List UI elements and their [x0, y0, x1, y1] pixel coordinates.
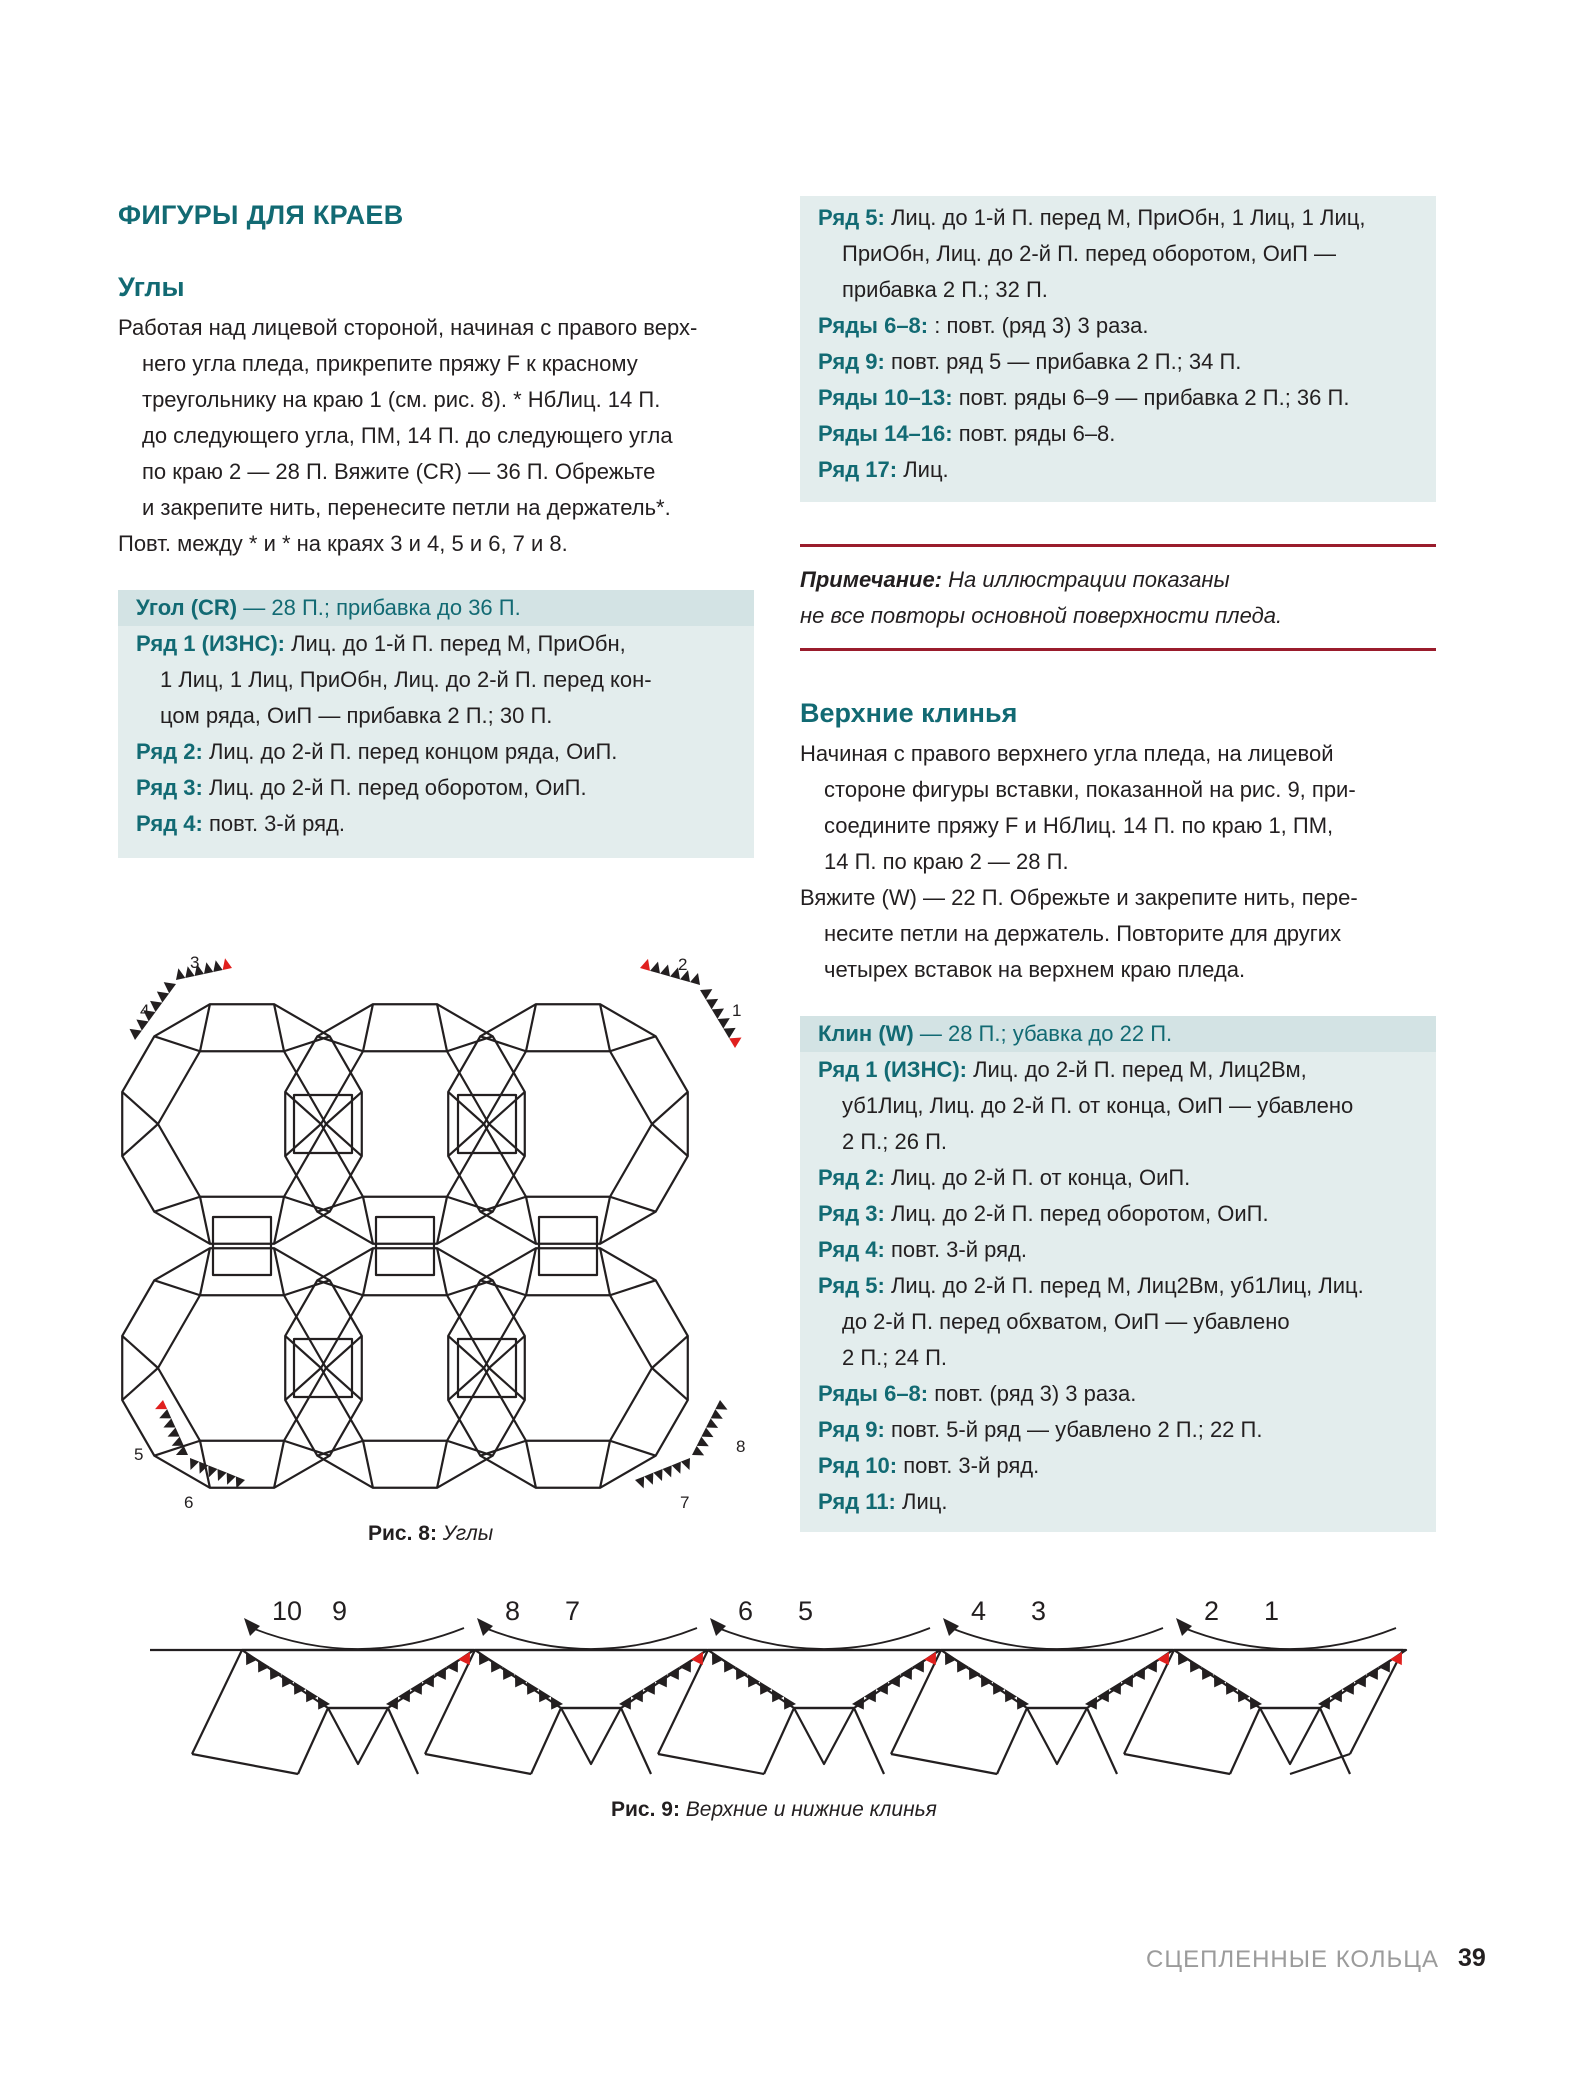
row-text: 1 Лиц, 1 Лиц, ПриОбн, Лиц. до 2-й П. перед кон-	[160, 667, 652, 692]
stitch-marker	[1145, 1659, 1157, 1672]
stitch-marker	[434, 1667, 446, 1680]
band-edge	[854, 1708, 884, 1774]
edge-label: 9	[332, 1596, 348, 1626]
start-marker	[691, 1652, 703, 1665]
stitch-marker	[1178, 1652, 1190, 1665]
edge-label: 10	[272, 1596, 303, 1626]
edge-label: 7	[565, 1596, 581, 1626]
direction-arc	[1184, 1628, 1396, 1649]
row-text: повт. (ряд 3) 3 раза.	[928, 1381, 1137, 1406]
stitch-marker	[282, 1674, 294, 1687]
stitch-marker	[945, 1652, 957, 1665]
stitch-marker	[491, 1659, 503, 1672]
row-text: до 2-й П. перед обхватом, ОиП — убавлено	[842, 1309, 1290, 1334]
band-edge	[764, 1708, 794, 1774]
corner-box-heading-label: Угол (CR)	[136, 595, 238, 620]
row-text: повт. 5-й ряд — убавлено 2 П.; 22 П.	[884, 1417, 1263, 1442]
row-text: повт. ряд 5 — прибавка 2 П.; 34 П.	[884, 349, 1242, 374]
wedges-text-line: несите петли на держатель. Повторите для других	[824, 921, 1342, 946]
stitch-marker	[748, 1674, 760, 1687]
row-label: Ряды 6–8:	[818, 1381, 929, 1406]
edge-label: 1	[1264, 1596, 1280, 1626]
note-text: На иллюстрации показаны	[942, 567, 1230, 592]
stitch-marker	[258, 1659, 270, 1672]
row-text: повт. 3-й ряд.	[202, 811, 345, 836]
row-text: Лиц.	[897, 457, 949, 482]
edge-label: 8	[505, 1596, 521, 1626]
row-text: 2 П.; 26 П.	[842, 1129, 948, 1154]
wedge-outline	[708, 1650, 940, 1708]
band-bottom-edge	[1124, 1754, 1230, 1774]
wedge-triangle	[1260, 1708, 1320, 1764]
wedge-box-heading-rest: — 28 П.; убавка до 22 П.	[913, 1021, 1173, 1046]
stitch-marker	[479, 1652, 491, 1665]
caption-text: Углы	[436, 1522, 494, 1545]
row-label: Ряд 1 (ИЗНС):	[136, 631, 285, 656]
band-edge	[1087, 1708, 1117, 1774]
stitch-marker	[912, 1659, 924, 1672]
figure-9-caption	[611, 1798, 937, 1822]
wedge-outline	[475, 1650, 707, 1708]
direction-arrowhead	[943, 1618, 959, 1636]
row-text: Лиц. до 2-й П. перед оборотом, ОиП.	[202, 775, 587, 800]
corners-text-line: по краю 2 — 28 П. Вяжите (CR) — 36 П. Обрежьте	[142, 459, 656, 484]
stitch-marker	[655, 1674, 667, 1687]
row-text: повт. ряды 6–8.	[952, 421, 1116, 446]
band-bottom-edge	[425, 1754, 531, 1774]
stitch-marker	[1190, 1659, 1202, 1672]
edge-label: 3	[1031, 1596, 1047, 1626]
band-edge	[298, 1708, 328, 1774]
corners-title: Углы	[118, 272, 185, 302]
row-label: Ряд 10:	[818, 1453, 898, 1478]
band-edge	[531, 1708, 561, 1774]
edge-label: 5	[798, 1596, 814, 1626]
row-label: Ряд 2:	[818, 1165, 885, 1190]
row-label: Ряд 9:	[818, 1417, 885, 1442]
direction-arc	[485, 1628, 697, 1649]
stitch-marker	[1202, 1667, 1214, 1680]
corners-text-line: и закрепите нить, перенесите петли на держатель*.	[142, 495, 671, 520]
row-label: Ряд 3:	[136, 775, 203, 800]
stitch-marker	[957, 1659, 969, 1672]
note-label: Примечание:	[800, 567, 943, 592]
edge-label: 2	[1204, 1596, 1220, 1626]
row-text: ПриОбн, Лиц. до 2-й П. перед оборотом, ОиП —	[842, 241, 1337, 266]
wedge-triangle	[1027, 1708, 1087, 1764]
stitch-marker	[736, 1667, 748, 1680]
stitch-marker	[900, 1667, 912, 1680]
band-edge	[1350, 1650, 1403, 1754]
band-edge	[388, 1708, 418, 1774]
row-text: Лиц.	[895, 1489, 948, 1514]
stitch-marker	[515, 1674, 527, 1687]
stitch-marker	[1121, 1674, 1133, 1687]
edge-label: 3	[190, 953, 200, 972]
direction-arrowhead	[710, 1618, 726, 1636]
stitch-marker	[1214, 1674, 1226, 1687]
wedge-outline	[1174, 1650, 1406, 1708]
stitch-marker	[270, 1667, 282, 1680]
row-text: Лиц. до 2-й П. перед оборотом, ОиП.	[884, 1201, 1269, 1226]
row-text: 2 П.; 24 П.	[842, 1345, 948, 1370]
stitch-marker	[503, 1667, 515, 1680]
row-text: прибавка 2 П.; 32 П.	[842, 277, 1048, 302]
caption-label: Рис. 8:	[368, 1522, 437, 1545]
edge-label: 4	[140, 1001, 150, 1020]
row-text: Лиц. до 1-й П. перед М, ПриОбн,	[285, 631, 626, 656]
stitch-marker	[246, 1652, 258, 1665]
wedges-text-line: соедините пряжу F и НбЛиц. 14 П. по краю 1, ПМ,	[824, 813, 1334, 838]
wedges-text-line: Вяжите (W) — 22 П. Обрежьте и закрепите нить, пере-	[800, 885, 1358, 910]
row-label: Ряд 5:	[818, 205, 885, 230]
running-title: СЦЕПЛЕННЫЕ КОЛЬЦА	[1146, 1946, 1440, 1973]
row-text: повт. 3-й ряд.	[884, 1237, 1027, 1262]
direction-arrowhead	[244, 1618, 260, 1636]
row-text: Лиц. до 2-й П. перед М, Лиц2Вм, уб1Лиц, Лиц.	[884, 1273, 1364, 1298]
section-title: ФИГУРЫ ДЛЯ КРАЕВ	[118, 200, 404, 230]
direction-arrowhead	[1176, 1618, 1192, 1636]
wedge-outline	[242, 1650, 474, 1708]
start-marker	[924, 1652, 936, 1665]
stitch-marker	[1354, 1674, 1366, 1687]
wedge-triangle	[561, 1708, 621, 1764]
wedge-outline	[941, 1650, 1173, 1708]
wedges-text-line: Начиная с правого верхнего угла пледа, на лицевой	[800, 741, 1334, 766]
stitch-marker	[981, 1674, 993, 1687]
stitch-marker	[888, 1674, 900, 1687]
corners-text-line: до следующего угла, ПМ, 14 П. до следующего угла	[142, 423, 673, 448]
band-edge	[192, 1650, 242, 1754]
direction-arc	[252, 1628, 464, 1649]
row-text: Лиц. до 1-й П. перед М, ПриОбн, 1 Лиц, 1 Лиц,	[884, 205, 1366, 230]
band-bottom-edge	[658, 1754, 764, 1774]
row-label: Ряд 2:	[136, 739, 203, 764]
edge-label: 6	[184, 1493, 194, 1512]
direction-arc	[951, 1628, 1163, 1649]
band-edge	[621, 1708, 651, 1774]
stitch-marker	[446, 1659, 458, 1672]
stitch-marker	[679, 1659, 691, 1672]
start-marker	[458, 1652, 470, 1665]
row-text: повт. 3-й ряд.	[897, 1453, 1040, 1478]
row-text: уб1Лиц, Лиц. до 2-й П. от конца, ОиП — убавлено	[842, 1093, 1354, 1118]
edge-label: 2	[678, 955, 688, 974]
row-label: Ряд 1 (ИЗНС):	[818, 1057, 967, 1082]
row-text: Лиц. до 2-й П. от конца, ОиП.	[884, 1165, 1191, 1190]
band-edge	[1320, 1708, 1350, 1774]
band-edge	[1230, 1708, 1260, 1774]
row-label: Ряд 4:	[136, 811, 203, 836]
corner-box-heading-rest: — 28 П.; прибавка до 36 П.	[237, 595, 521, 620]
row-label: Ряд 11:	[818, 1489, 896, 1514]
start-marker	[1157, 1652, 1169, 1665]
row-text: цом ряда, ОиП — прибавка 2 П.; 30 П.	[160, 703, 553, 728]
corners-text-line: Работая над лицевой стороной, начиная с правого верх-	[118, 315, 698, 340]
row-label: Ряд 5:	[818, 1273, 885, 1298]
row-label: Ряды 10–13:	[818, 385, 953, 410]
stitch-marker	[712, 1652, 724, 1665]
caption-label: Рис. 9:	[611, 1798, 680, 1821]
row-label: Ряды 6–8:	[818, 313, 929, 338]
row-label: Ряд 4:	[818, 1237, 885, 1262]
direction-arrowhead	[477, 1618, 493, 1636]
row-text: Лиц. до 2-й П. перед концом ряда, ОиП.	[202, 739, 618, 764]
stitch-marker	[724, 1659, 736, 1672]
edge-label: 4	[971, 1596, 987, 1626]
edge-label: 7	[680, 1493, 690, 1512]
caption-text: Верхние и нижние клинья	[679, 1798, 937, 1821]
stitch-marker	[1378, 1659, 1390, 1672]
row-label: Ряды 14–16:	[818, 421, 953, 446]
band-bottom-edge	[1290, 1754, 1350, 1774]
row-text: Лиц. до 2-й П. перед М, Лиц2Вм,	[967, 1057, 1307, 1082]
stitch-marker	[1366, 1667, 1378, 1680]
page-number: 39	[1458, 1944, 1486, 1972]
corners-text-line: него угла пледа, прикрепите пряжу F к красному	[142, 351, 638, 376]
edge-label: 8	[736, 1437, 746, 1456]
stitch-marker	[422, 1674, 434, 1687]
edge-label: 5	[134, 1445, 144, 1464]
row-label: Ряд 3:	[818, 1201, 885, 1226]
stitch-marker	[1133, 1667, 1145, 1680]
stitch-marker	[969, 1667, 981, 1680]
wedge-triangle	[794, 1708, 854, 1764]
corners-text-line: треугольнику на краю 1 (см. рис. 8). * НбЛиц. 14 П.	[142, 387, 661, 412]
band-bottom-edge	[891, 1754, 997, 1774]
direction-arc	[718, 1628, 930, 1649]
stitch-marker	[667, 1667, 679, 1680]
band-bottom-edge	[192, 1754, 298, 1774]
row-text: : повт. (ряд 3) 3 раза.	[928, 313, 1149, 338]
wedges-text-line: четырех вставок на верхнем краю пледа.	[824, 957, 1246, 982]
wedge-box-heading-label: Клин (W)	[818, 1021, 914, 1046]
wedges-text-line: 14 П. по краю 2 — 28 П.	[824, 849, 1069, 874]
band-edge	[997, 1708, 1027, 1774]
edge-label: 1	[732, 1001, 742, 1020]
row-text: повт. ряды 6–9 — прибавка 2 П.; 36 П.	[952, 385, 1350, 410]
wedges-text-line: стороне фигуры вставки, показанной на рис. 9, при-	[824, 777, 1356, 802]
note-text: не все повторы основной поверхности пледа.	[800, 603, 1283, 628]
wedges-title: Верхние клинья	[800, 698, 1018, 728]
corners-text-line: Повт. между * и * на краях 3 и 4, 5 и 6, 7 и 8.	[118, 531, 568, 556]
row-label: Ряд 9:	[818, 349, 885, 374]
row-label: Ряд 17:	[818, 457, 898, 482]
wedge-triangle	[328, 1708, 388, 1764]
edge-label: 6	[738, 1596, 754, 1626]
